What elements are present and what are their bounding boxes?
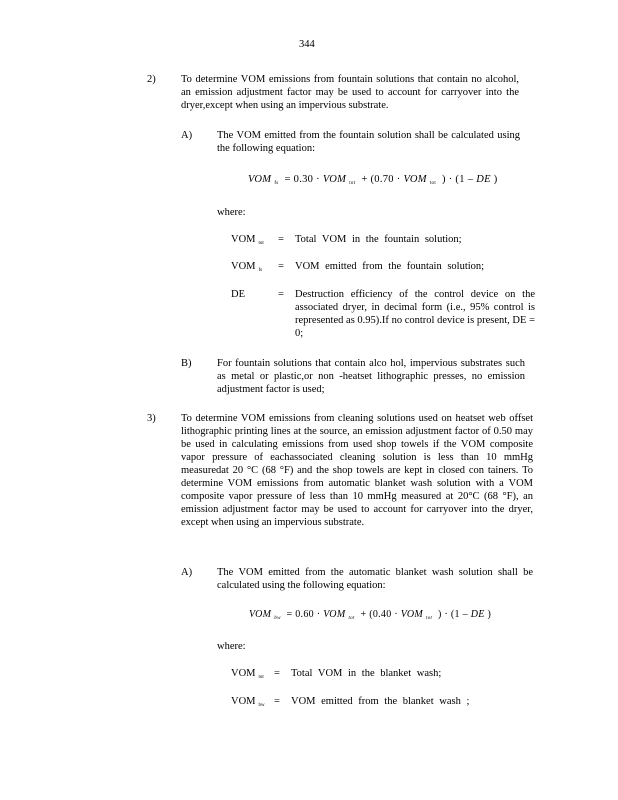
def-term-sub: fs xyxy=(258,268,263,273)
eq-term2: + (0.40 · xyxy=(360,609,401,620)
eq-term4: ) xyxy=(487,609,492,620)
def-term-sub: bw xyxy=(258,703,265,708)
eq-var2: VOM xyxy=(400,609,424,620)
eq-var2-sub: tot xyxy=(426,616,433,621)
eq-term1: = 0.30 · xyxy=(284,174,323,185)
def-term-vom-bw xyxy=(231,695,268,712)
def-term-text: VOM xyxy=(231,234,256,245)
def-term-vom-fs xyxy=(231,260,265,277)
item-3-number: 3) xyxy=(147,413,156,424)
equation-blanket-wash xyxy=(249,608,491,625)
def-desc: Destruction efficiency of the control device on the associated dryer, in decimal form (i.e., 95% control is represented as 0.95).If no control device is present, DE = 0; xyxy=(295,289,535,339)
def-desc: VOM emitted from the blanket wash ; xyxy=(291,696,470,707)
item-3-text: To determine VOM emissions from cleaning solutions used on heatset web offset lithographic printing lines at the source, an emission adjustment factor of 0.50 may be used in calculating emissions from used shop towels if the VOM composite vapor pressure of eachassociated cleaning solution is less than 10 mmHg measuredat 20 °C (68 °F) and the shop towels are kept in closed con tainers. To determine VOM emissions from automatic blanket wash solution with a VOM composite vapor pressure of less than 10 mmHg measured at 20°C (68 °F), an emission adjustment factor may be used to account for carryover into the dryer, except when using an impervious substrate. xyxy=(181,413,533,528)
def-eq: = xyxy=(278,289,284,300)
eq-var3: DE xyxy=(470,609,485,620)
item-2-number: 2) xyxy=(147,74,156,85)
eq-var1: VOM xyxy=(323,609,346,620)
def-term-sub: tot xyxy=(258,241,264,246)
item-2a-text: The VOM emitted from the fountain solution shall be calculated using the following equation: xyxy=(217,130,520,154)
eq-lhs: VOM xyxy=(248,174,272,185)
def-desc: Total VOM in the blanket wash; xyxy=(291,668,442,679)
item-2b-label: B) xyxy=(181,358,192,369)
def-term-sub: tot xyxy=(258,675,264,680)
eq-var1-sub: tot xyxy=(348,616,355,621)
eq-term3: ) · (1 – xyxy=(438,609,471,620)
eq-var1: VOM xyxy=(322,174,347,185)
item-2-text: To determine VOM emissions from fountain solutions that contain no alcohol, an emission adjustment factor may be used to account for carryover into the dryer,except when using an impervious substrate. xyxy=(181,74,519,111)
eq-term2: + (0.70 · xyxy=(361,174,404,185)
eq-term4: ) xyxy=(493,174,498,185)
def-eq: = xyxy=(274,696,280,707)
item-2b-text: For fountain solutions that contain alco hol, impervious substrates such as metal or plastic,or non -heatset lithographic presses, no emission adjustment factor is used; xyxy=(217,358,525,395)
def-eq: = xyxy=(274,668,280,679)
item-3a-text: The VOM emitted from the automatic blanket wash solution shall be calculated using the following equation: xyxy=(217,567,533,591)
page-number: 344 xyxy=(299,39,315,50)
equation-fountain xyxy=(248,173,498,190)
eq-lhs: VOM xyxy=(249,609,272,620)
eq-var2-sub: tot xyxy=(429,181,437,186)
item-2a-label: A) xyxy=(181,130,193,141)
where-label-3: where: xyxy=(217,641,246,652)
eq-lhs-sub: fs xyxy=(274,181,279,186)
eq-var1-sub: tot xyxy=(349,181,356,186)
def-term-text: VOM xyxy=(231,261,256,272)
def-desc: Total VOM in the fountain solution; xyxy=(295,234,462,245)
eq-var2: VOM xyxy=(403,174,427,185)
def-term-de: DE xyxy=(231,289,245,300)
eq-var3: DE xyxy=(476,174,491,185)
def-eq: = xyxy=(278,261,284,272)
eq-lhs-sub: bw xyxy=(274,616,281,621)
def-term-vom-tot xyxy=(231,233,267,250)
def-eq: = xyxy=(278,234,284,245)
def-term-text: VOM xyxy=(231,668,256,679)
where-label-2: where: xyxy=(217,207,246,218)
eq-term3: ) · (1 – xyxy=(441,174,477,185)
eq-term1: = 0.60 · xyxy=(286,609,324,620)
def-desc: VOM emitted from the fountain solution; xyxy=(295,261,485,272)
def-term-vom-tot xyxy=(231,667,267,684)
item-3a-label: A) xyxy=(181,567,193,578)
def-term-text: VOM xyxy=(231,696,256,707)
